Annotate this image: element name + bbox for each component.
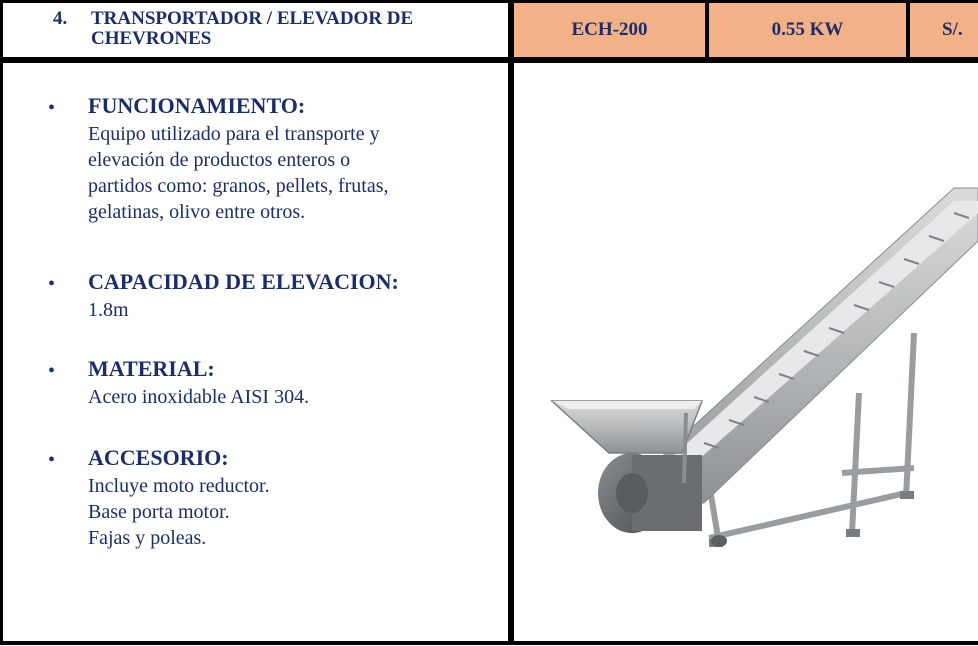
bullet-icon: •: [48, 97, 56, 119]
power-cell: 0.55 KW: [709, 3, 906, 57]
item-number: 4.: [53, 8, 68, 29]
product-title-line1: TRANSPORTADOR / ELEVADOR DE: [91, 8, 414, 29]
section-title: MATERIAL:: [88, 356, 215, 381]
product-title-line2: CHEVRONES: [91, 28, 212, 49]
section-title: FUNCIONAMIENTO:: [88, 93, 306, 118]
model-cell: ECH-200: [514, 3, 705, 57]
price-label: S/.: [942, 19, 963, 40]
section-title: ACCESORIO:: [88, 445, 229, 470]
product-photo: [514, 63, 978, 641]
header-title: [3, 3, 508, 57]
conveyor-belt: [674, 201, 978, 468]
section-line: Acero inoxidable AISI 304.: [88, 386, 310, 408]
bullet-icon: •: [48, 360, 56, 382]
section-line: Incluye moto reductor.: [88, 475, 270, 497]
section-line: elevación de productos enteros o: [88, 149, 351, 171]
product-title: [91, 9, 501, 49]
price-cell: [910, 3, 978, 57]
conveyor-illustration: [514, 63, 978, 641]
section-line: Equipo utilizado para el transporte y: [88, 123, 380, 145]
bullet-icon: •: [48, 273, 56, 295]
leg-foot: [900, 491, 914, 499]
hopper-rim: [552, 401, 702, 409]
section-line: Fajas y poleas.: [88, 527, 207, 549]
bullet-icon: •: [48, 449, 56, 471]
section-line: gelatinas, olivo entre otros.: [88, 201, 306, 223]
hopper-support: [684, 413, 686, 483]
leg-foot: [846, 529, 860, 537]
section-title: CAPACIDAD DE ELEVACION:: [88, 269, 399, 294]
wheel: [711, 535, 727, 547]
section-line: 1.8m: [88, 299, 129, 321]
border-bottom: [0, 641, 978, 645]
section-line: partidos como: granos, pellets, frutas,: [88, 175, 389, 197]
section-line: Base porta motor.: [88, 501, 230, 523]
specs-list: [3, 63, 508, 641]
motor-cap: [616, 473, 648, 513]
